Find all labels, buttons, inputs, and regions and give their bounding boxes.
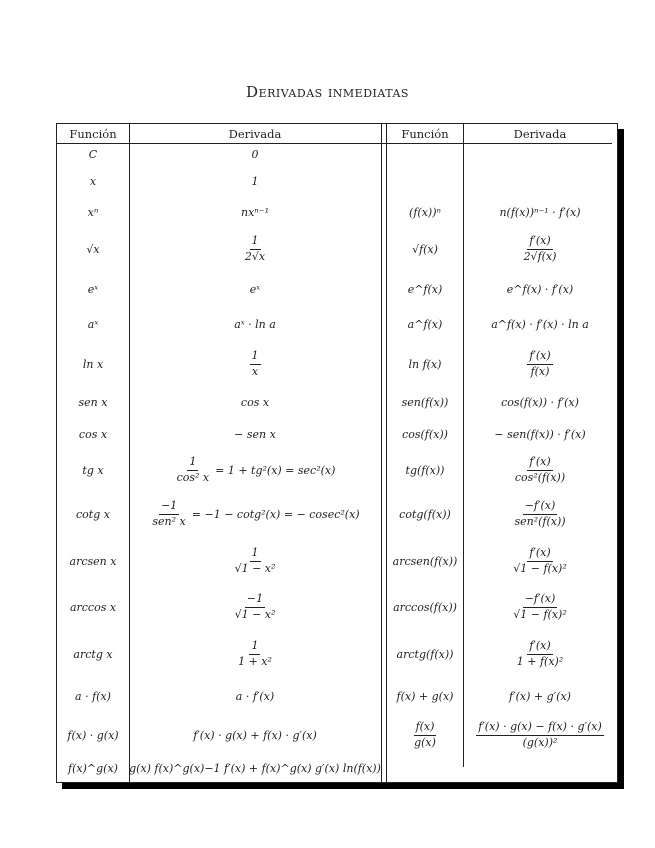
table-cell bbox=[463, 539, 617, 584]
fraction bbox=[236, 640, 274, 668]
column-header: Función bbox=[69, 126, 117, 141]
function-expression: tg x bbox=[82, 463, 104, 477]
table-cell bbox=[129, 166, 381, 197]
fraction-denominator: 2√x bbox=[244, 250, 266, 263]
column-header: Derivada bbox=[513, 126, 567, 141]
table-cell bbox=[463, 342, 617, 387]
table-cell bbox=[129, 342, 381, 387]
fraction bbox=[512, 500, 567, 528]
table-cell bbox=[387, 307, 463, 342]
function-expression: cotg(f(x)) bbox=[399, 508, 451, 521]
table-cell bbox=[463, 387, 617, 418]
table-cell bbox=[463, 631, 617, 677]
fraction bbox=[233, 593, 278, 621]
table-cell bbox=[129, 584, 381, 631]
table-cell bbox=[57, 143, 129, 166]
function-expression: e^f(x) bbox=[407, 283, 443, 296]
function-expression: arctg x bbox=[73, 647, 113, 661]
derivative-expression: aˣ · ln a bbox=[234, 318, 276, 331]
fraction bbox=[527, 350, 552, 378]
table-cell bbox=[387, 490, 463, 539]
table-cell bbox=[57, 418, 129, 450]
table-cell bbox=[387, 631, 463, 677]
fraction-denominator: √1 − x² bbox=[234, 608, 276, 621]
table-cell bbox=[387, 387, 463, 418]
table-cell bbox=[57, 342, 129, 387]
function-expression: sen x bbox=[78, 396, 108, 409]
fraction-denominator: √1 − f(x)² bbox=[513, 562, 567, 575]
table-cell bbox=[57, 166, 129, 197]
table-cell bbox=[463, 227, 617, 272]
table-cell bbox=[387, 584, 463, 631]
function-expression: x bbox=[89, 175, 97, 188]
derivative-expression: n(f(x))ⁿ⁻¹ · f′(x) bbox=[499, 205, 581, 219]
table-cell bbox=[387, 715, 463, 755]
function-expression: eˣ bbox=[87, 283, 99, 296]
table-cell bbox=[463, 490, 617, 539]
table-cell bbox=[57, 227, 129, 272]
derivative-expression: eˣ bbox=[249, 283, 261, 296]
fraction bbox=[233, 547, 278, 575]
derivative-expression: − sen(f(x)) · f′(x) bbox=[494, 427, 586, 441]
table-cell bbox=[57, 584, 129, 631]
fraction-denominator: (g(x))² bbox=[522, 735, 558, 749]
table-cell bbox=[387, 197, 463, 227]
derivative-expression: cos(f(x)) · f′(x) bbox=[501, 396, 579, 409]
table-cell bbox=[57, 197, 129, 227]
function-expression: ln f(x) bbox=[408, 358, 442, 371]
table-cell bbox=[463, 418, 617, 450]
function-expression: f(x) + g(x) bbox=[396, 689, 454, 703]
table-cell bbox=[387, 450, 463, 490]
formula-suffix: = 1 + tg²(x) = sec²(x) bbox=[215, 463, 336, 477]
derivative-expression: a^f(x) · f′(x) · ln a bbox=[491, 318, 589, 331]
fraction-numerator: f(x) bbox=[414, 721, 437, 736]
table-cell bbox=[57, 715, 129, 755]
table-cell bbox=[129, 143, 381, 166]
function-expression: cos(f(x)) bbox=[402, 427, 448, 441]
function-expression: arcsen(f(x)) bbox=[392, 555, 458, 568]
column-divider bbox=[381, 124, 382, 782]
fraction-denominator: 2√f(x) bbox=[523, 250, 557, 263]
table-cell bbox=[57, 272, 129, 307]
function-expression: aˣ bbox=[87, 318, 99, 331]
derivative-expression: g(x) f(x)^g(x)−1 f′(x) + f(x)^g(x) g′(x) ln(f(x)) bbox=[129, 762, 381, 775]
derivative-expression: f′(x) · g(x) + f(x) · g′(x) bbox=[193, 728, 317, 742]
function-expression: arctg(f(x)) bbox=[396, 647, 454, 661]
function-expression: cos x bbox=[78, 427, 108, 441]
fraction-numerator: f′(x) bbox=[527, 235, 552, 250]
function-expression: arcsen x bbox=[69, 555, 117, 568]
fraction bbox=[522, 235, 559, 263]
table-cell bbox=[387, 539, 463, 584]
table-cell bbox=[57, 631, 129, 677]
derivatives-table bbox=[56, 123, 618, 783]
function-expression: C bbox=[88, 148, 98, 161]
function-expression: ln x bbox=[82, 358, 104, 371]
fraction-numerator: f′(x) bbox=[527, 456, 552, 471]
fraction-denominator: sen²(f(x)) bbox=[514, 515, 566, 528]
function-expression: tg(f(x)) bbox=[405, 463, 445, 477]
function-expression: √f(x) bbox=[412, 243, 438, 256]
fraction-denominator: x bbox=[251, 365, 259, 378]
derivative-expression: nxⁿ⁻¹ bbox=[241, 205, 269, 219]
fraction-numerator: f′(x) · g(x) − f(x) · g′(x) bbox=[476, 721, 604, 736]
fraction-denominator: 1 + x² bbox=[238, 654, 272, 668]
function-expression: arccos x bbox=[69, 601, 117, 614]
table-cell bbox=[463, 450, 617, 490]
fraction-denominator: g(x) bbox=[414, 735, 436, 749]
table-cell bbox=[387, 227, 463, 272]
table-cell bbox=[463, 197, 617, 227]
fraction-denominator: f(x) bbox=[530, 365, 550, 378]
fraction bbox=[511, 547, 569, 575]
table-cell bbox=[463, 143, 617, 166]
table-cell bbox=[57, 307, 129, 342]
fraction bbox=[243, 235, 267, 263]
table-cell bbox=[463, 166, 617, 197]
table-cell bbox=[387, 418, 463, 450]
column-header: Función bbox=[401, 126, 449, 141]
function-expression: a · f(x) bbox=[75, 689, 111, 703]
table-cell bbox=[463, 677, 617, 715]
page-title: Derivadas inmediatas bbox=[246, 83, 409, 101]
fraction-numerator: −1 bbox=[245, 593, 265, 608]
function-expression: sen(f(x)) bbox=[401, 396, 449, 409]
function-expression: arccos(f(x)) bbox=[393, 601, 457, 614]
table-cell bbox=[463, 272, 617, 307]
table-cell bbox=[57, 755, 129, 782]
fraction-numerator: −f′(x) bbox=[523, 593, 558, 608]
table-cell bbox=[129, 307, 381, 342]
table-cell bbox=[129, 418, 381, 450]
derivative-expression: cos x bbox=[240, 396, 270, 409]
derivative-expression: 1 bbox=[251, 175, 259, 188]
function-expression: f(x)^g(x) bbox=[68, 762, 118, 775]
column-header: Derivada bbox=[228, 126, 282, 141]
fraction-numerator: −f′(x) bbox=[523, 500, 558, 515]
table-cell bbox=[387, 143, 463, 166]
table-cell bbox=[129, 715, 381, 755]
fraction-denominator: sen² x bbox=[152, 515, 186, 528]
table-cell bbox=[57, 490, 129, 539]
function-expression: a^f(x) bbox=[407, 318, 443, 331]
table-cell bbox=[387, 677, 463, 715]
table-cell bbox=[387, 272, 463, 307]
fraction bbox=[476, 721, 604, 749]
fraction bbox=[175, 456, 212, 484]
derivative-expression: − sen x bbox=[234, 427, 276, 441]
fraction-numerator: 1 bbox=[250, 547, 261, 562]
table-cell bbox=[129, 272, 381, 307]
derivative-expression: 0 bbox=[251, 148, 259, 161]
table-cell bbox=[463, 584, 617, 631]
fraction-numerator: 1 bbox=[249, 640, 260, 655]
table-cell bbox=[57, 539, 129, 584]
fraction-numerator: f′(x) bbox=[527, 640, 552, 655]
table-cell bbox=[387, 342, 463, 387]
fraction-numerator: f′(x) bbox=[527, 350, 552, 365]
derivative-expression: a · f′(x) bbox=[235, 689, 275, 703]
derivative-expression: f′(x) + g′(x) bbox=[509, 689, 571, 703]
table-cell bbox=[57, 387, 129, 418]
fraction bbox=[150, 500, 187, 528]
fraction-denominator: √1 − x² bbox=[234, 562, 276, 575]
fraction-denominator: cos² x bbox=[176, 470, 210, 484]
table-cell bbox=[129, 490, 381, 539]
table-cell bbox=[129, 539, 381, 584]
fraction-numerator: f′(x) bbox=[527, 547, 552, 562]
fraction bbox=[412, 721, 438, 749]
function-expression: (f(x))ⁿ bbox=[409, 205, 441, 219]
table-cell bbox=[129, 227, 381, 272]
function-expression: cotg x bbox=[76, 508, 110, 521]
fraction-numerator: −1 bbox=[159, 500, 179, 515]
table-cell bbox=[387, 166, 463, 197]
fraction-numerator: 1 bbox=[250, 235, 261, 250]
function-expression: f(x) · g(x) bbox=[67, 728, 119, 742]
fraction bbox=[515, 640, 565, 668]
table-cell bbox=[129, 450, 381, 490]
fraction bbox=[511, 593, 569, 621]
table-cell bbox=[463, 715, 617, 755]
derivative-expression: e^f(x) · f′(x) bbox=[506, 283, 574, 296]
function-expression: √x bbox=[86, 243, 100, 256]
fraction-denominator: 1 + f(x)² bbox=[516, 654, 564, 668]
fraction bbox=[513, 456, 567, 484]
table-cell bbox=[129, 755, 381, 782]
fraction-denominator: cos²(f(x)) bbox=[514, 470, 566, 484]
fraction-denominator: √1 − f(x)² bbox=[513, 608, 567, 621]
table-cell bbox=[463, 307, 617, 342]
table-cell bbox=[129, 631, 381, 677]
function-expression: xⁿ bbox=[87, 205, 99, 219]
formula-suffix: = −1 − cotg²(x) = − cosec²(x) bbox=[191, 508, 360, 521]
table-cell bbox=[129, 387, 381, 418]
table-cell bbox=[129, 677, 381, 715]
table-cell bbox=[463, 755, 617, 782]
fraction bbox=[250, 350, 261, 378]
fraction-numerator: 1 bbox=[187, 456, 198, 471]
table-cell bbox=[129, 197, 381, 227]
table-cell bbox=[57, 450, 129, 490]
fraction-numerator: 1 bbox=[250, 350, 261, 365]
table-cell bbox=[387, 755, 463, 782]
table-cell bbox=[57, 677, 129, 715]
